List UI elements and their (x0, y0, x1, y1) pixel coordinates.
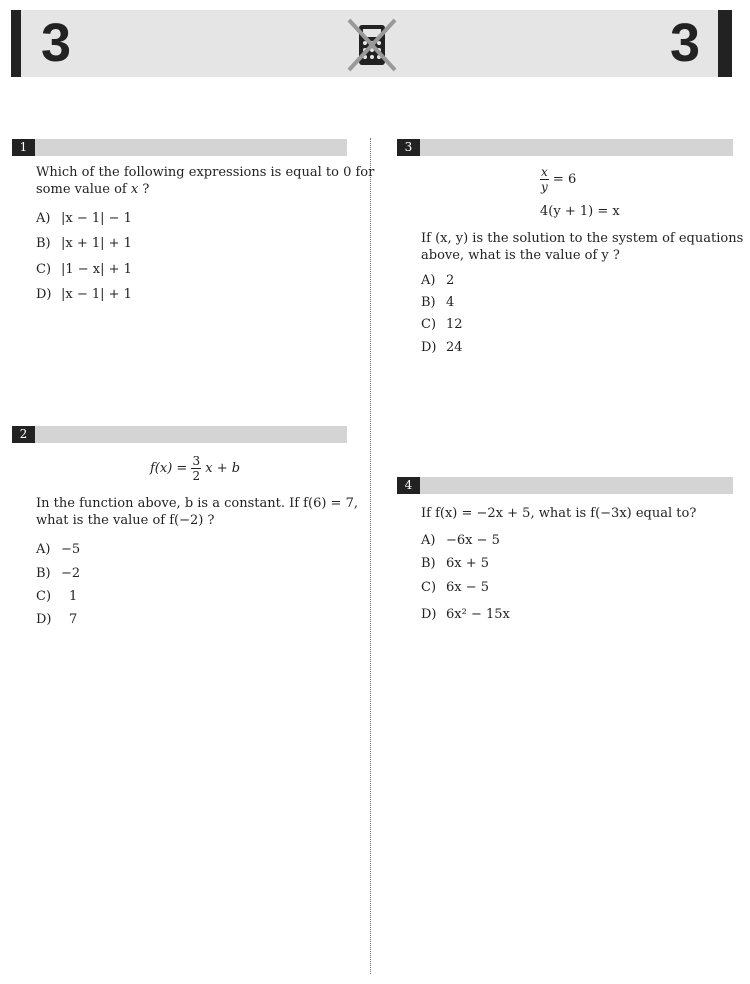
question-2-fraction (191, 454, 201, 483)
question-1-choice-d[interactable]: D) |x − 1| + 1 (36, 287, 132, 302)
column-divider (370, 138, 371, 974)
question-2-choice-c[interactable]: C) 1 (36, 589, 78, 604)
question-4-number: 4 (397, 477, 420, 494)
question-1-prompt-line1: Which of the following expressions is equal to 0 for (36, 165, 375, 180)
header-left-bar (11, 10, 21, 77)
section-number-right: 3 (669, 13, 700, 73)
question-4-choice-a[interactable]: A) −6x − 5 (421, 533, 500, 548)
question-1-variable: x (130, 182, 139, 197)
question-3-choice-a[interactable]: A) 2 (421, 273, 455, 288)
question-2-func-left: f(x) = (150, 461, 188, 476)
question-3-eq1-den: y (541, 180, 548, 194)
question-3-eq1-num: x (541, 165, 548, 179)
header-right-bar (718, 10, 732, 77)
question-3-eq1-fraction (540, 165, 549, 194)
question-4-choice-d[interactable]: D) 6x² − 15x (421, 607, 510, 622)
section-header (11, 10, 732, 77)
question-1-prompt (36, 164, 374, 198)
question-3-choice-b[interactable]: B) 4 (421, 295, 455, 310)
section-number-left: 3 (41, 13, 72, 73)
question-3-prompt-line1: If (x, y) is the solution to the system of equations (421, 231, 744, 246)
question-3-choice-c[interactable]: C) 12 (421, 317, 463, 332)
question-4-choice-c[interactable]: C) 6x − 5 (421, 580, 490, 595)
question-3-prompt-line2: above, what is the value of y ? (421, 248, 620, 263)
question-3-choice-d[interactable]: D) 24 (421, 340, 463, 355)
question-1-choice-b[interactable]: B) |x + 1| + 1 (36, 236, 132, 251)
question-3-eq1-right: = 6 (552, 172, 577, 187)
question-4-header (397, 477, 733, 494)
question-2-header (12, 426, 347, 443)
question-2-frac-den: 2 (192, 469, 201, 483)
question-2-prompt-line1: In the function above, b is a constant. If f(6) = 7, (36, 496, 358, 511)
question-3-equation-2: 4(y + 1) = x (540, 204, 620, 219)
question-1-header (12, 139, 347, 156)
question-2-choice-b[interactable]: B) −2 (36, 566, 81, 581)
question-2-func-right: x + b (205, 461, 241, 476)
question-1-choice-c[interactable]: C) |1 − x| + 1 (36, 262, 132, 277)
question-3-header (397, 139, 733, 156)
question-1-number: 1 (12, 139, 35, 156)
question-1-prompt-line2: some value of (36, 182, 127, 197)
question-1-choice-a[interactable]: A) |x − 1| − 1 (36, 211, 132, 226)
no-calculator-icon (343, 16, 401, 74)
question-4-prompt: If f(x) = −2x + 5, what is f(−3x) equal to? (421, 506, 697, 521)
question-1-qmark: ? (142, 182, 150, 197)
question-3-prompt (421, 230, 743, 264)
question-2-choice-d[interactable]: D) 7 (36, 612, 78, 627)
question-3-equation-1 (540, 165, 576, 194)
question-2-function (150, 454, 240, 483)
question-2-prompt-line2: what is the value of f(−2) ? (36, 513, 215, 528)
question-2-frac-num: 3 (192, 454, 201, 468)
question-3-number: 3 (397, 139, 420, 156)
question-2-choice-a[interactable]: A) −5 (36, 542, 81, 557)
question-2-number: 2 (12, 426, 35, 443)
question-4-choice-b[interactable]: B) 6x + 5 (421, 556, 490, 571)
question-2-prompt (36, 495, 358, 529)
